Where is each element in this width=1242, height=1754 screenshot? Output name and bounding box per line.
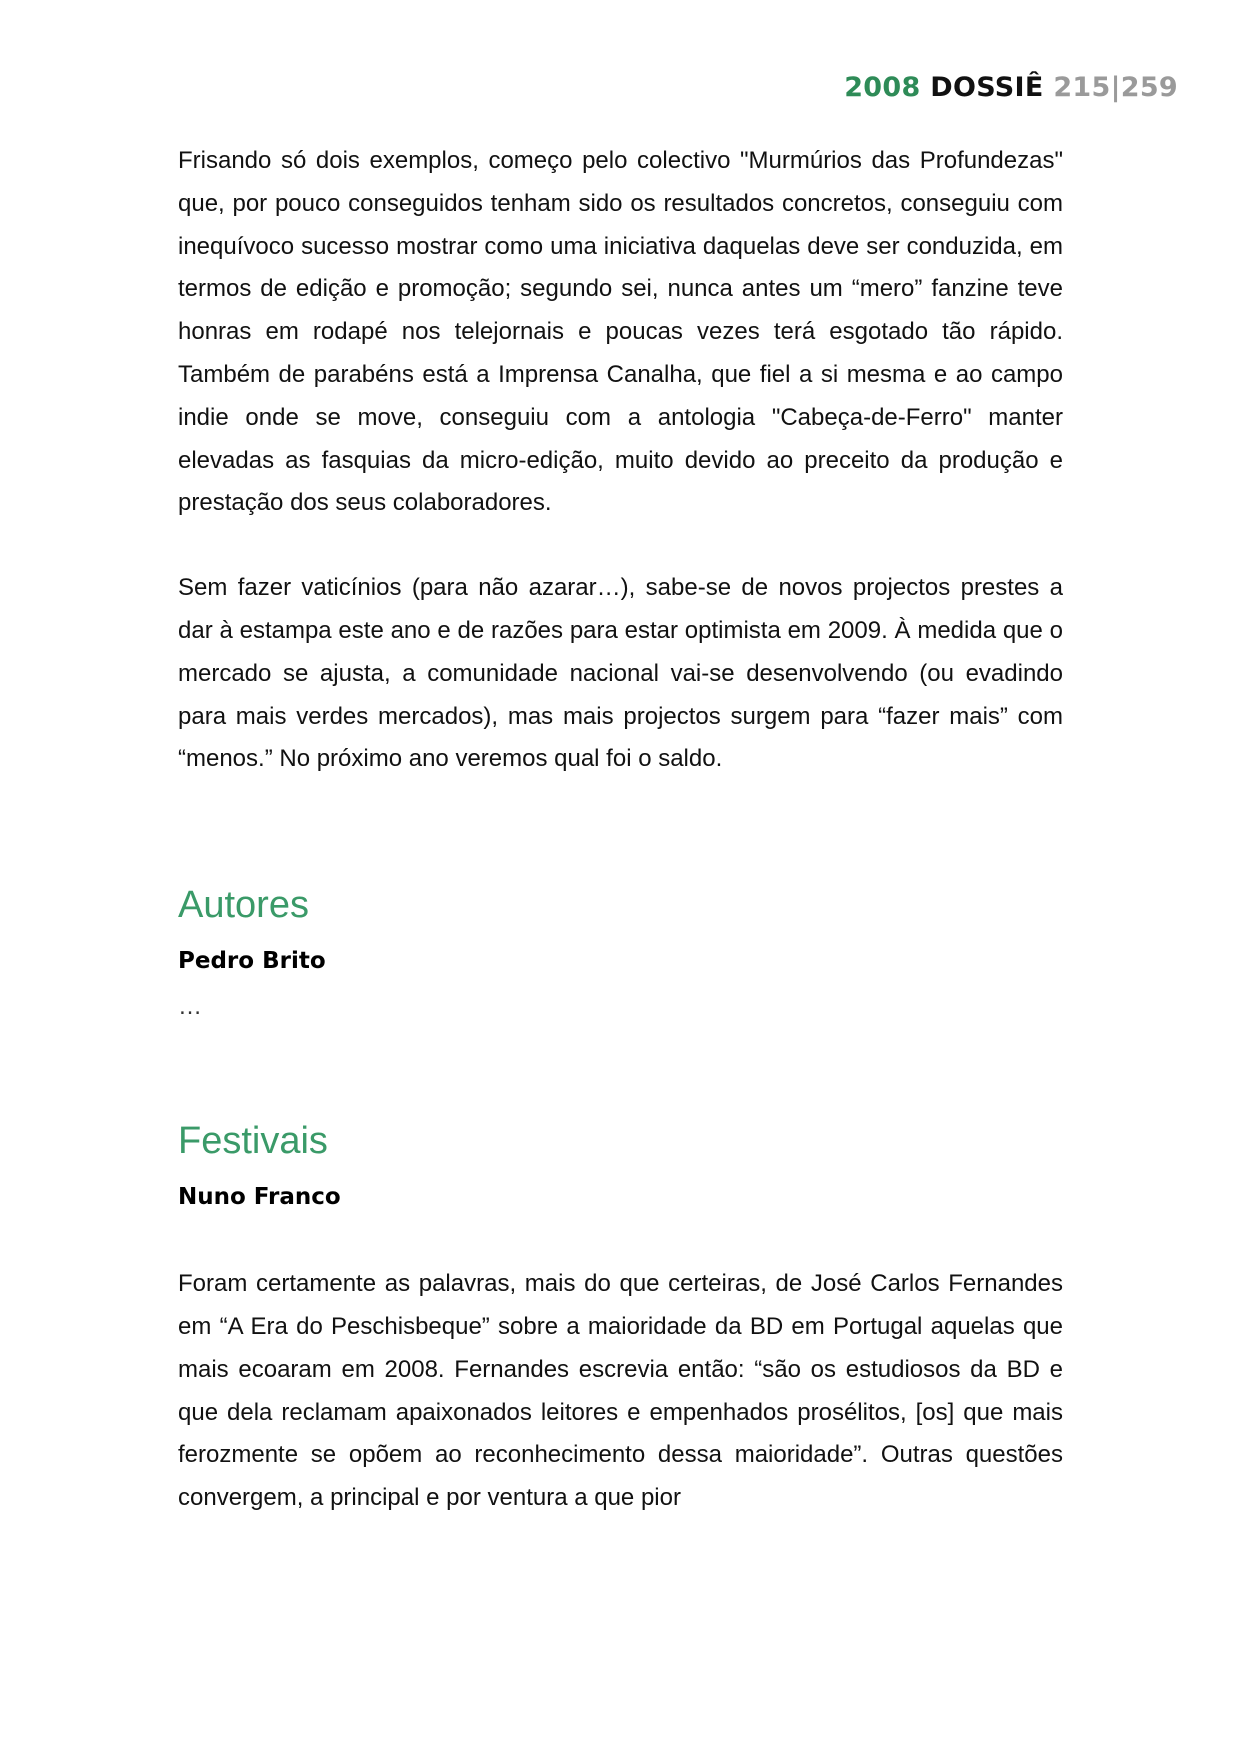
running-header (844, 72, 1178, 103)
body-paragraph: Sem fazer vaticínios (para não azarar…), sabe-se de novos projectos prestes a dar à estampa este ano e de razões para estar optimista em 2009. À medida que o mercado se ajusta, a comunidade nacional vai-se desenvolvendo (ou evadindo para mais verdes mercados), mas mais projectos surgem para “fazer mais” com “menos.” No próximo ano veremos qual foi o saldo. (178, 574, 1063, 773)
section-author: Pedro Brito (178, 948, 326, 975)
body-paragraph: Frisando só dois exemplos, começo pelo colectivo "Murmúrios das Profundezas" que, por pouco conseguidos tenham sido os resultados concretos, conseguiu com inequívoco sucesso mostrar como uma iniciativa daquelas deve ser conduzida, em termos de edição e promoção; segundo sei, nunca antes um “mero” fanzine teve honras em rodapé nos telejornais e poucas vezes terá esgotado tão rápido. Também de parabéns está a Imprensa Canalha, que fiel a si mesma e ao campo indie onde se move, conseguiu com a antologia "Cabeça-de-Ferro" manter elevadas as fasquias da micro-edição, muito devido ao preceito da produção e prestação dos seus colaboradores. (178, 147, 1063, 517)
section-author: Nuno Franco (178, 1184, 341, 1211)
header-year: 2008 (844, 72, 921, 103)
section-title-autores: Autores (178, 884, 309, 927)
page-content (178, 140, 1063, 1520)
section-title-festivais: Festivais (178, 1120, 328, 1163)
header-page-numbers: 215|259 (1053, 72, 1178, 103)
header-section: DOSSIÊ (930, 72, 1044, 103)
section-placeholder: … (178, 993, 202, 1021)
body-paragraph: Foram certamente as palavras, mais do que certeiras, de José Carlos Fernandes em “A Era do Peschisbeque” sobre a maioridade da BD em Portugal aquelas que mais ecoaram em 2008. Fernandes escrevia então: “são os estudiosos da BD e que dela reclamam apaixonados leitores e empenhados prosélitos, [os] que mais ferozmente se opõem ao reconhecimento dessa maioridade”. Outras questões convergem, a principal e por ventura a que pior (178, 1270, 1063, 1512)
